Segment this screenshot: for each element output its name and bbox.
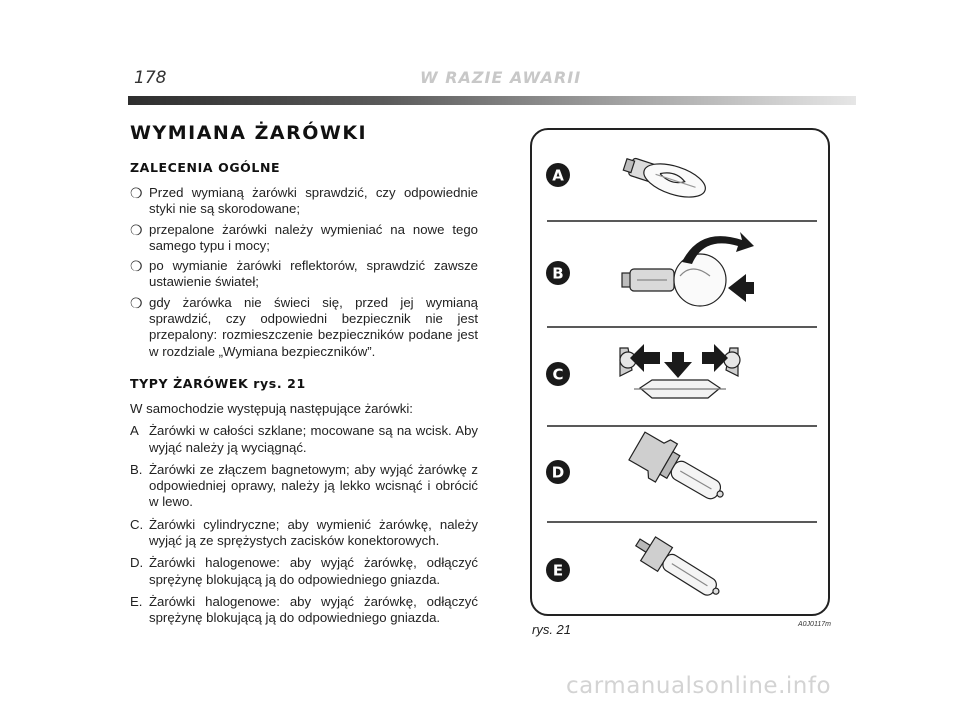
bullet-circle-icon: ❍ [130, 258, 143, 275]
bulb-illustration [532, 130, 828, 614]
item-letter: B. [130, 461, 143, 477]
bulb-b-icon [622, 254, 726, 306]
bulb-e-icon [630, 531, 725, 605]
label-badge-b [546, 261, 570, 285]
figure-caption: rys. 21 [532, 622, 572, 637]
types-heading: TYPY ŻARÓWEK rys. 21 [130, 375, 306, 391]
svg-text:D: D [551, 463, 565, 482]
types-intro: W samochodzie występują następujące żarówki: [130, 400, 413, 416]
list-item: ❍ Przed wymianą żarówki sprawdzić, czy odpowiednie styki nie są skorodowane; [130, 185, 478, 217]
running-header: W RAZIE AWARII [420, 68, 582, 87]
label-badge-c [546, 362, 570, 386]
item-letter: A [130, 423, 139, 439]
page-title: WYMIANA ŻARÓWKI [130, 122, 368, 144]
list-item: B. Żarówki ze złączem bagnetowym; aby wyjąć żarówkę z odpowiedniej oprawy, należy ją lekko wcisnąć i obrócić w lewo. [130, 461, 478, 510]
list-item: E. Żarówki halogenowe: aby wyjąć żarówkę, odłączyć sprężynę blokującą ją do odpowiedniego gniazda. [130, 593, 478, 626]
types-list [130, 423, 478, 626]
item-letter: E. [130, 593, 143, 609]
header-rule [128, 96, 856, 105]
bullet-circle-icon: ❍ [130, 294, 143, 311]
item-letter: D. [130, 555, 144, 571]
rotate-arrow-icon [682, 232, 754, 264]
bullet-circle-icon: ❍ [130, 221, 143, 238]
left-arrow-icon [630, 344, 660, 372]
item-letter: C. [130, 516, 144, 532]
label-badge-d [546, 460, 570, 484]
svg-text:E: E [552, 561, 564, 580]
bulb-a-icon [621, 151, 710, 204]
text-column [130, 122, 478, 633]
list-item: ❍ po wymianie żarówki reflektorów, sprawdzić zawsze ustawienie świateł; [130, 258, 478, 290]
page-number: 178 [134, 68, 167, 88]
svg-text:A: A [552, 166, 564, 185]
general-list [130, 185, 478, 360]
figure-frame [530, 128, 830, 616]
list-item: A Żarówki w całości szklane; mocowane są na wcisk. Aby wyjąć należy ją wyciągnąć. [130, 423, 478, 455]
figure-code: A0J0117m [798, 621, 831, 628]
list-item: C. Żarówki cylindryczne; aby wymienić żarówkę, należy wyjąć ją ze sprężystych zacisków konektorowych. [130, 516, 478, 549]
list-item: ❍ gdy żarówka nie świeci się, przed jej wymianą sprawdzić, czy odpowiedni bezpiecznik nie jest przepalony: rozmieszczenie bezpieczników podane jest w rozdziale „Wymiana bezpieczników”. [130, 294, 478, 359]
list-item: D. Żarówki halogenowe: aby wyjąć żarówkę, odłączyć sprężynę blokującą ją do odpowiedniego gniazda. [130, 555, 478, 587]
down-arrow-icon [664, 352, 692, 378]
right-arrow-icon [702, 344, 728, 372]
svg-text:C: C [552, 365, 564, 384]
watermark: carmanualsonline.info [566, 673, 832, 699]
label-badge-a [546, 163, 570, 187]
general-heading: ZALECENIA OGÓLNE [130, 160, 281, 175]
svg-text:B: B [552, 264, 564, 283]
bullet-circle-icon: ❍ [130, 185, 143, 201]
label-badge-e [546, 558, 570, 582]
push-arrow-icon [728, 274, 754, 302]
bulb-d-icon [626, 427, 734, 515]
list-item: ❍ przepalone żarówki należy wymieniać na nowe tego samego typu i mocy; [130, 221, 478, 253]
